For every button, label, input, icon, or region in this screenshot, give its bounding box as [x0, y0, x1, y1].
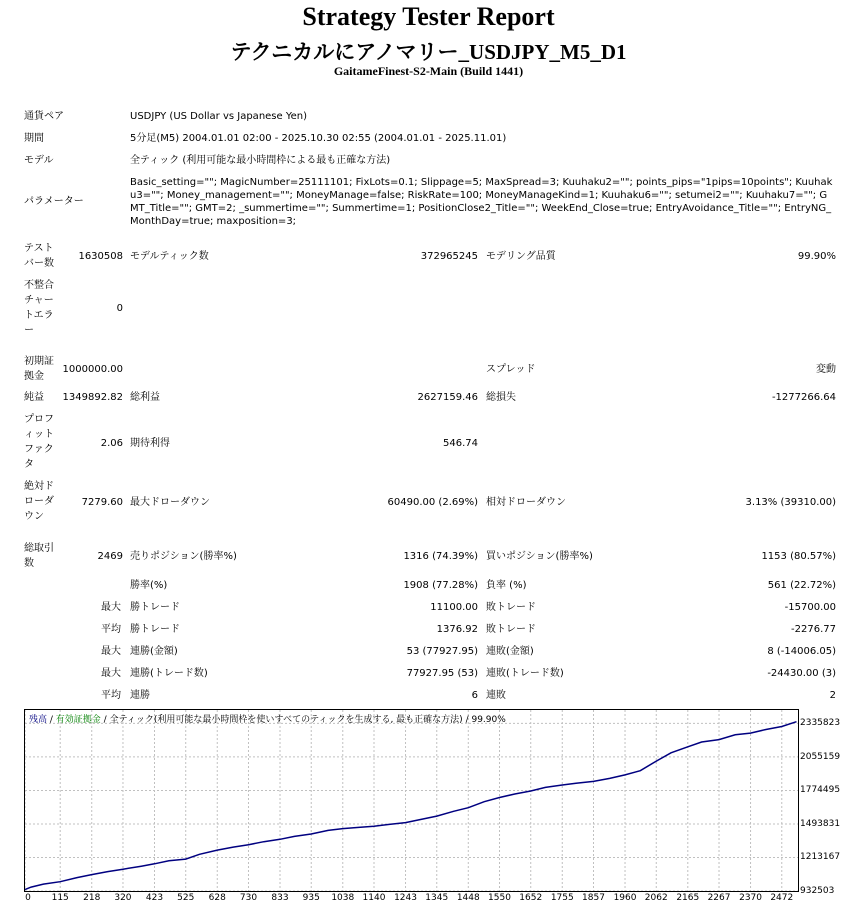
avg-loss-label: 敗トレード — [486, 624, 536, 635]
x-tick-label: 2165 — [676, 893, 700, 903]
x-tick-label: 1448 — [456, 893, 480, 903]
max-consec-profit-value: 77927.95 (53) — [406, 668, 478, 679]
x-tick-label: 1345 — [425, 893, 449, 903]
x-tick-label: 115 — [51, 893, 69, 903]
avg-prefix-1: 平均 — [101, 624, 121, 635]
y-tick-label: 932503 — [800, 886, 835, 896]
balance-line — [25, 722, 797, 890]
symbol-label: 通貨ペア — [24, 111, 64, 122]
chart-plot — [25, 710, 798, 891]
deposit-label: 初期証拠金 — [24, 356, 54, 382]
spread-value: 変動 — [816, 364, 836, 375]
rel-dd-value: 3.13% (39310.00) — [745, 497, 836, 508]
x-tick-label: 1038 — [331, 893, 355, 903]
x-tick-label: 1652 — [519, 893, 543, 903]
period-label: 期間 — [24, 133, 44, 144]
win-rate-value: 1908 (77.28%) — [403, 580, 478, 591]
legend-equity: 有効証拠金 — [55, 715, 101, 725]
max-prefix-1: 最大 — [101, 602, 121, 613]
avg-prefix-2: 平均 — [101, 690, 121, 701]
max-consec-loss-value: 8 (-14006.05) — [767, 646, 836, 657]
x-tick-label: 1857 — [582, 893, 605, 903]
symbol-value: USDJPY (US Dollar vs Japanese Yen) — [130, 111, 308, 122]
rel-dd-label: 相対ドローダウン — [486, 497, 566, 508]
abs-dd-label: 絶対ドローダウン — [24, 481, 54, 522]
max-prefix-2: 最大 — [101, 646, 121, 657]
x-tick-label: 1550 — [488, 893, 511, 903]
x-tick-label: 628 — [208, 893, 226, 903]
quality-value: 99.90% — [797, 251, 836, 262]
params-value: Basic_setting=""; MagicNumber=25111101; FixLots=0.1; Slippage=5; MaxSpread=3; Kuuhaku2=""; points_pips="1pips=10points"; Kuuhaku3=""; Money_management=""; MoneyManage=false; RiskRate=100; MoneyManageKind=1; Kuuhaku6=""; setumei2=""; Kuuhaku7=""; GMT_Title=""; GMT=2; _summertime=""; Summertime=1; PositionClose2_Title=""; WeekEnd_Close=true; EntryAvoidance_Title=""; EntryNG_MonthDay=true; maxposition=3; — [130, 177, 833, 227]
avg-consec-win-label: 連勝 — [130, 690, 150, 701]
bars-value: 1630508 — [78, 251, 123, 262]
long-value: 1153 (80.57%) — [761, 551, 836, 562]
x-tick-label: 218 — [83, 893, 101, 903]
chart-legend — [29, 712, 506, 725]
avg-win-value: 1376.92 — [436, 624, 478, 635]
abs-dd-value: 7279.60 — [81, 497, 123, 508]
y-tick-label: 2055159 — [800, 751, 841, 762]
mismatch-value: 0 — [116, 303, 123, 314]
x-tick-label: 525 — [177, 893, 195, 903]
balance-chart — [24, 709, 799, 892]
largest-win-label: 勝トレード — [130, 602, 180, 613]
avg-loss-value: -2276.77 — [791, 624, 836, 635]
ticks-value: 372965245 — [420, 251, 478, 262]
pf-value: 2.06 — [100, 438, 123, 449]
largest-win-value: 11100.00 — [430, 602, 478, 613]
x-tick-label: 2472 — [770, 893, 794, 903]
x-tick-label: 935 — [302, 893, 320, 903]
max-consec-win-value: 53 (77927.95) — [406, 646, 478, 657]
legend-sep-1: / — [47, 715, 56, 725]
x-tick-label: 0 — [25, 893, 31, 903]
gross-profit-label: 総利益 — [130, 392, 160, 403]
long-label: 買いポジション(勝率%) — [486, 551, 593, 562]
period-value: 5分足(M5) 2004.01.01 02:00 - 2025.10.30 02:55 (2004.01.01 - 2025.11.01) — [130, 133, 507, 144]
y-tick-label: 1213167 — [800, 852, 841, 863]
expected-label: 期待利得 — [130, 438, 170, 449]
max-consec-lossamt-value: -24430.00 (3) — [767, 668, 836, 679]
max-dd-value: 60490.00 (2.69%) — [387, 497, 478, 508]
max-prefix-3: 最大 — [101, 668, 121, 679]
y-tick-label: 2335823 — [800, 718, 841, 729]
x-tick-label: 320 — [114, 893, 132, 903]
loss-rate-value: 561 (22.72%) — [767, 580, 836, 591]
total-trades-label: 総取引数 — [24, 543, 54, 569]
pf-label: プロフィットファクタ — [24, 414, 54, 470]
x-tick-label: 1960 — [613, 893, 637, 903]
x-tick-label: 2062 — [644, 893, 668, 903]
legend-model: 全ティック(利用可能な最小時間枠を使いすべてのティックを生成する, 最も正確な方法) — [109, 715, 463, 725]
max-consec-lossamt-label: 連敗(トレード数) — [486, 668, 564, 679]
gross-loss-label: 総損失 — [486, 392, 516, 403]
model-value: 全ティック (利用可能な最小時間枠による最も正確な方法) — [130, 155, 391, 166]
short-value: 1316 (74.39%) — [403, 551, 478, 562]
quality-label: モデリング品質 — [486, 251, 556, 262]
max-consec-win-label: 連勝(金額) — [130, 646, 178, 657]
mismatch-label: 不整合チャートエラー — [24, 280, 54, 336]
avg-consec-win-value: 6 — [471, 690, 478, 701]
params-label: パラメーター — [24, 196, 84, 207]
net-label: 純益 — [24, 392, 44, 403]
x-tick-label: 1140 — [362, 893, 386, 903]
avg-consec-loss-label: 連敗 — [486, 690, 506, 701]
legend-sep-3: / — [462, 715, 472, 725]
deposit-value: 1000000.00 — [62, 364, 123, 375]
report-title: Strategy Tester Report — [302, 2, 555, 31]
legend-sep-2: / — [100, 715, 110, 725]
gross-loss-value: -1277266.64 — [771, 392, 836, 403]
x-tick-label: 2267 — [707, 893, 731, 903]
largest-loss-value: -15700.00 — [784, 602, 836, 613]
ticks-label: モデルティック数 — [130, 251, 209, 262]
expected-value: 546.74 — [443, 438, 478, 449]
y-tick-label: 1774495 — [800, 785, 841, 796]
largest-loss-label: 敗トレード — [486, 602, 536, 613]
total-trades-value: 2469 — [97, 551, 123, 562]
report-subtitle: テクニカルにアノマリー_USDJPY_M5_D1 — [230, 40, 627, 64]
x-tick-label: 2370 — [739, 893, 762, 903]
loss-rate-label: 負率 (%) — [486, 580, 527, 591]
x-tick-label: 833 — [271, 893, 289, 903]
legend-balance: 残高 — [29, 715, 48, 725]
gross-profit-value: 2627159.46 — [417, 392, 478, 403]
x-tick-label: 1755 — [550, 893, 574, 903]
x-tick-label: 423 — [145, 893, 164, 903]
bars-label: テストバー数 — [24, 243, 54, 269]
max-consec-profit-label: 連勝(トレード数) — [130, 668, 208, 679]
max-dd-label: 最大ドローダウン — [130, 497, 210, 508]
x-tick-label: 1243 — [394, 893, 417, 903]
x-tick-label: 730 — [239, 893, 258, 903]
report-build: GaitameFinest-S2-Main (Build 1441) — [333, 64, 524, 78]
y-tick-label: 1493831 — [800, 818, 841, 829]
max-consec-loss-label: 連敗(金額) — [486, 646, 534, 657]
win-rate-label: 勝率(%) — [130, 580, 168, 591]
spread-label: スプレッド — [486, 364, 536, 375]
avg-consec-loss-value: 2 — [829, 690, 836, 701]
legend-quality: 99.90% — [471, 715, 506, 725]
net-value: 1349892.82 — [62, 392, 123, 403]
short-label: 売りポジション(勝率%) — [130, 551, 237, 562]
model-label: モデル — [24, 155, 54, 166]
avg-win-label: 勝トレード — [130, 624, 180, 635]
